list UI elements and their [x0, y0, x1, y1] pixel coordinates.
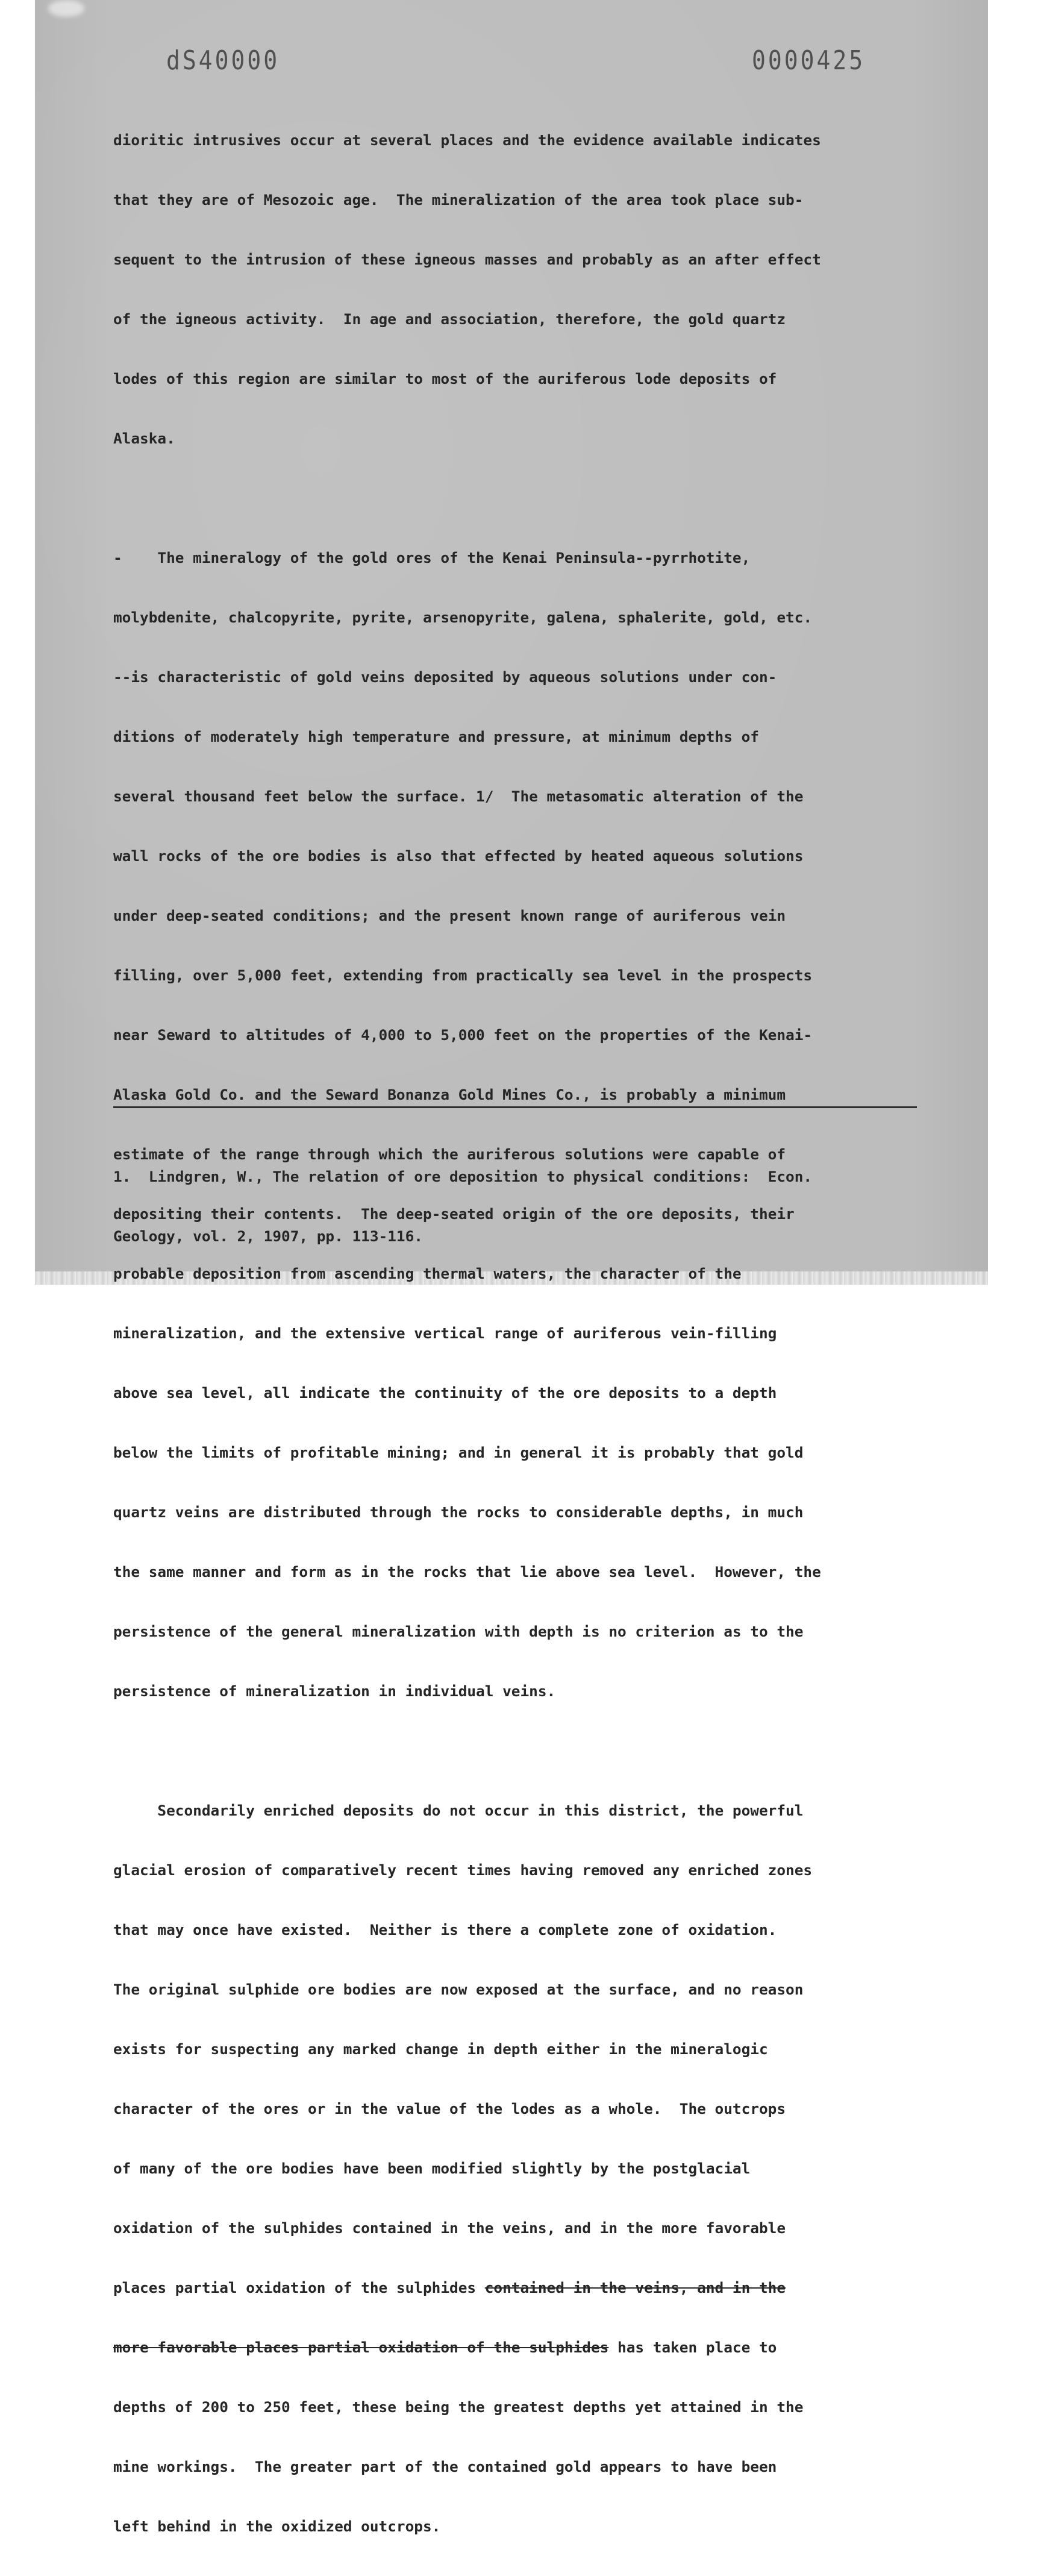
text-line: below the limits of profitable mining; and in general it is probably that gold: [113, 1444, 804, 1461]
text-line: dioritic intrusives occur at several places and the evidence available indicates: [113, 131, 821, 149]
text-line: exists for suspecting any marked change in depth either in the mineralogic: [113, 2040, 768, 2058]
text-line: Alaska Gold Co. and the Seward Bonanza Gold Mines Co., is probably a minimum: [113, 1086, 786, 1103]
text-line: The original sulphide ore bodies are now exposed at the surface, and no reason: [113, 1981, 804, 1998]
text-line: --is characteristic of gold veins deposited by aqueous solutions under con-: [113, 668, 777, 686]
footnote-line: 1. Lindgren, W., The relation of ore deposition to physical conditions: Econ.: [113, 1168, 813, 1185]
text-line: ditions of moderately high temperature and pressure, at minimum depths of: [113, 728, 759, 745]
scan-smudge: [48, 0, 84, 17]
text-line: sequent to the intrusion of these igneous masses and probably as an after effect: [113, 251, 821, 268]
text-line: that may once have existed. Neither is there a complete zone of oxidation.: [113, 1921, 777, 1938]
page-number-stamp: 0000425: [752, 45, 866, 76]
text-line: molybdenite, chalcopyrite, pyrite, arsenopyrite, galena, sphalerite, gold, etc.: [113, 609, 813, 626]
text-line: oxidation of the sulphides contained in the veins, and in the more favorable: [113, 2219, 786, 2237]
page-stamp-left: dS40000: [166, 45, 280, 76]
text-line: several thousand feet below the surface. 1/ The metasomatic alteration of the: [113, 788, 804, 805]
text-line: above sea level, all indicate the continuity of the ore deposits to a depth: [113, 1384, 777, 1402]
text-line: persistence of the general mineralization with depth is no criterion as to the: [113, 1623, 804, 1640]
struck-out-text: more favorable places partial oxidation of the sulphides: [113, 2339, 609, 2356]
text-line: - The mineralogy of the gold ores of the Kenai Peninsula--pyrrhotite,: [113, 549, 751, 566]
text-line: wall rocks of the ore bodies is also that effected by heated aqueous solutions: [113, 847, 804, 865]
text-line: quartz veins are distributed through the rocks to considerable depths, in much: [113, 1503, 804, 1521]
text-line: of many of the ore bodies have been modified slightly by the postglacial: [113, 2160, 751, 2177]
text-line: filling, over 5,000 feet, extending from practically sea level in the prospects: [113, 967, 813, 984]
text-line: depths of 200 to 250 feet, these being the greatest depths yet attained in the: [113, 2398, 804, 2416]
text-line: of the igneous activity. In age and association, therefore, the gold quartz: [113, 310, 786, 328]
struck-out-text: contained in the veins, and in the: [484, 2279, 786, 2296]
text-line: mineralization, and the extensive vertical range of auriferous vein-filling: [113, 1324, 777, 1342]
text-line: left behind in the oxidized outcrops.: [113, 2518, 441, 2535]
text-line: depositing their contents. The deep-seated origin of the ore deposits, their: [113, 1205, 795, 1223]
text-line: the same manner and form as in the rocks that lie above sea level. However, the: [113, 1563, 821, 1581]
text-line: estimate of the range through which the auriferous solutions were capable of: [113, 1145, 786, 1163]
paragraph-3: [113, 1761, 921, 2576]
text-line: character of the ores or in the value of the lodes as a whole. The outcrops: [113, 2100, 786, 2117]
paragraph-1: [113, 90, 921, 488]
text-line: mine workings. The greater part of the contained gold appears to have been: [113, 2458, 777, 2475]
text-line-with-strikeout: [113, 2278, 921, 2298]
text-line: Secondarily enriched deposits do not occur in this district, the powerful: [113, 1802, 804, 1819]
text-line: glacial erosion of comparatively recent times having removed any enriched zones: [113, 1861, 813, 1879]
text-line: persistence of mineralization in individual veins.: [113, 1682, 556, 1700]
text-run: has taken place to: [608, 2339, 777, 2356]
text-line: probable deposition from ascending thermal waters, the character of the: [113, 1265, 742, 1282]
footnote: [113, 1127, 921, 1266]
text-line: near Seward to altitudes of 4,000 to 5,000 feet on the properties of the Kenai-: [113, 1026, 813, 1044]
text-line: that they are of Mesozoic age. The mineralization of the area took place sub-: [113, 191, 804, 208]
text-line: Alaska.: [113, 430, 175, 447]
text-run: places partial oxidation of the sulphides: [113, 2279, 485, 2296]
footnote-line: Geology, vol. 2, 1907, pp. 113-116.: [113, 1227, 423, 1245]
paragraph-2: [113, 508, 921, 1741]
footnote-divider: [113, 1106, 917, 1108]
text-line-with-strikeout: [113, 2337, 921, 2357]
text-line: under deep-seated conditions; and the present known range of auriferous vein: [113, 907, 786, 924]
text-line: lodes of this region are similar to most of the auriferous lode deposits of: [113, 370, 777, 387]
document-body: [113, 90, 921, 2576]
